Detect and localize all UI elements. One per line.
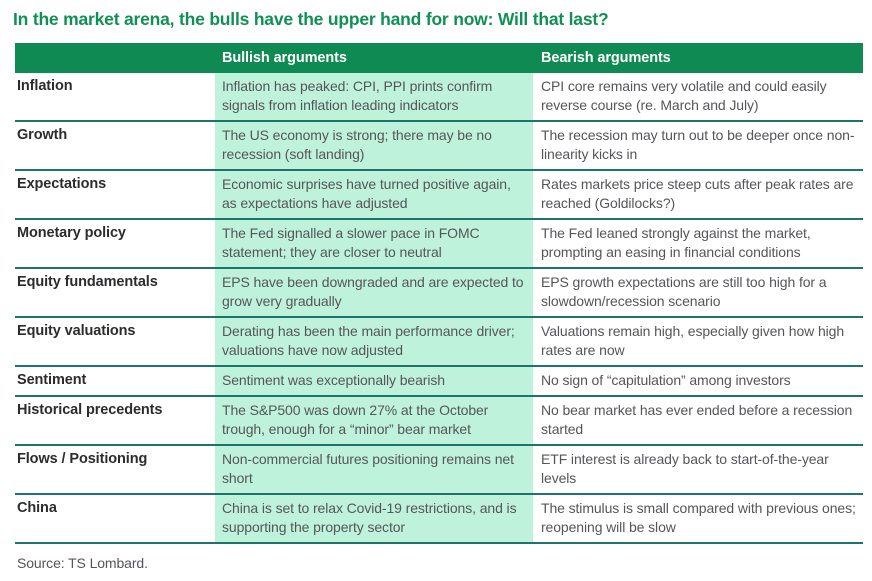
bearish-cell: ETF interest is already back to start-of-the-year levels (541, 451, 829, 486)
bearish-cell: The recession may turn out to be deeper once non-linearity kicks in (541, 127, 855, 162)
figure-page (0, 9, 872, 581)
bearish-cell: Rates markets price steep cuts after peak rates are reached (Goldilocks?) (541, 176, 854, 211)
bearish-cell: Valuations remain high, especially given how high rates are now (541, 323, 845, 358)
bullish-cell: The US economy is strong; there may be no recession (soft landing) (215, 122, 533, 169)
row-category: Expectations (17, 176, 107, 192)
table-row-equity-valuations (15, 318, 863, 367)
table-row-inflation (15, 73, 863, 122)
row-category: Flows / Positioning (17, 451, 148, 467)
bullish-cell: Inflation has peaked: CPI, PPI prints confirm signals from inflation leading indicators (215, 73, 533, 120)
bullish-cell: Derating has been the main performance driver; valuations have now adjusted (215, 318, 533, 365)
bullish-cell: The Fed signalled a slower pace in FOMC statement; they are closer to neutral (215, 220, 533, 267)
page-title: In the market arena, the bulls have the upper hand for now: Will that last? (13, 9, 609, 29)
row-category: China (17, 500, 57, 516)
table-row-china (15, 495, 863, 544)
bearish-cell: No sign of “capitulation” among investors (541, 372, 791, 388)
table-row-flows-positioning (15, 446, 863, 495)
bearish-cell: The Fed leaned strongly against the market, prompting an easing in financial conditions (541, 225, 811, 260)
bullish-cell: Sentiment was exceptionally bearish (215, 367, 533, 395)
bearish-cell: No bear market has ever ended before a recession started (541, 402, 853, 437)
bearish-cell: CPI core remains very volatile and could easily reverse course (re. March and July) (541, 78, 827, 113)
bullish-cell: The S&P500 was down 27% at the October trough, enough for a “minor” bear market (215, 397, 533, 444)
table-row-sentiment (15, 367, 863, 397)
row-category: Equity fundamentals (17, 274, 158, 290)
bullish-cell: China is set to relax Covid-19 restrictions, and is supporting the property sector (215, 495, 533, 542)
row-category: Growth (17, 127, 68, 143)
row-category: Inflation (17, 78, 73, 94)
bullish-cell: Non-commercial futures positioning remains net short (215, 446, 533, 493)
table-row-expectations (15, 171, 863, 220)
table-header-row (15, 43, 863, 73)
row-category: Monetary policy (17, 225, 126, 241)
bullish-cell: Economic surprises have turned positive again, as expectations have adjusted (215, 171, 533, 218)
row-category: Sentiment (17, 372, 87, 388)
header-bearish-arguments: Bearish arguments (541, 50, 671, 66)
bearish-cell: EPS growth expectations are still too high for a slowdown/recession scenario (541, 274, 827, 309)
source-attribution: Source: TS Lombard. (17, 555, 148, 571)
table-row-equity-fundamentals (15, 269, 863, 318)
bullish-cell: EPS have been downgraded and are expected to grow very gradually (215, 269, 533, 316)
table-row-growth (15, 122, 863, 171)
row-category: Historical precedents (17, 402, 163, 418)
table-row-monetary-policy (15, 220, 863, 269)
header-bullish-arguments: Bullish arguments (222, 50, 347, 66)
bearish-cell: The stimulus is small compared with previous ones; reopening will be slow (541, 500, 856, 535)
arguments-table (15, 43, 863, 544)
table-row-historical-precedents (15, 397, 863, 446)
row-category: Equity valuations (17, 323, 136, 339)
